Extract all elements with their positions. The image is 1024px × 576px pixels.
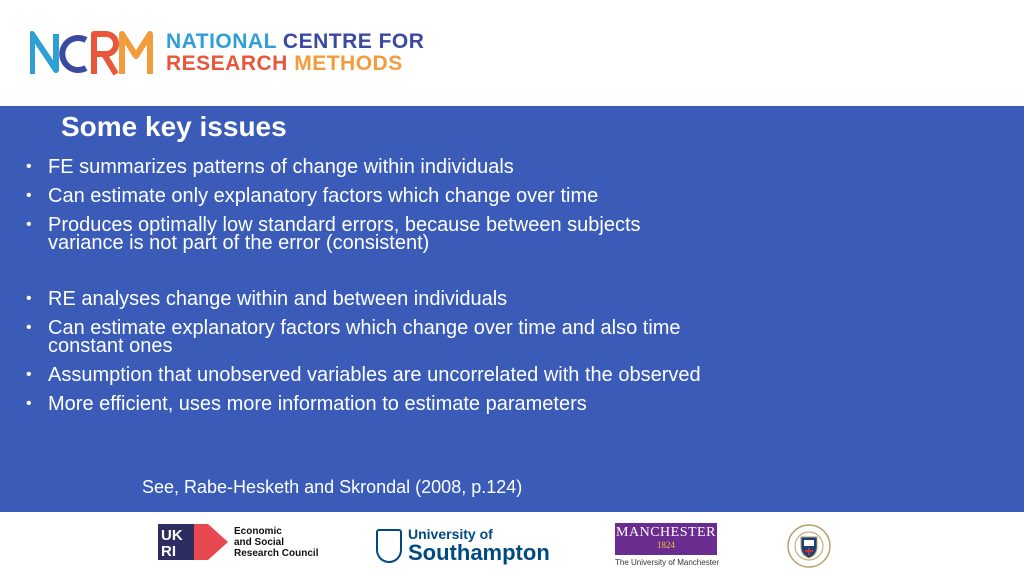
ncrm-logo-mark <box>30 30 156 76</box>
logo-word-research: RESEARCH <box>166 52 288 75</box>
bullet-dot-icon: • <box>26 395 32 412</box>
bullet-dot-icon: • <box>26 290 32 307</box>
ukri-mark-icon <box>158 522 228 562</box>
southampton-crest-icon <box>376 529 402 563</box>
ncrm-logo-words <box>166 31 424 75</box>
esrc-text: Economic and Social Research Council <box>234 525 319 559</box>
bullet-item: • RE analyses change within and between individuals <box>26 288 508 310</box>
svg-text:RI: RI <box>161 543 176 560</box>
edinburgh-seal-icon <box>786 523 832 569</box>
logo-word-centre-for: CENTRE FOR <box>282 30 425 53</box>
slide-body <box>0 106 1024 512</box>
bullet-dot-icon: • <box>26 216 32 233</box>
bullet-item: • FE summarizes patterns of change within individuals <box>26 156 514 178</box>
bullet-item: • Can estimate explanatory factors which change over time and also time constant ones <box>26 317 681 357</box>
bullet-dot-icon: • <box>26 187 32 204</box>
bullet-item: • More efficient, uses more information to estimate parameters <box>26 393 587 415</box>
manchester-badge: MANCHESTER 1824 <box>615 523 717 555</box>
bullet-item: • Assumption that unobserved variables are uncorrelated with the observed <box>26 364 701 386</box>
slide-title: Some key issues <box>61 111 287 142</box>
logo-word-methods: METHODS <box>294 52 403 75</box>
logo-word-national: NATIONAL <box>166 30 277 53</box>
manchester-subtitle: The University of Manchester <box>615 558 720 567</box>
southampton-text: University of Southampton <box>408 526 550 565</box>
ukri-esrc-logo <box>158 522 318 562</box>
bullet-dot-icon: • <box>26 366 32 383</box>
reference-note: See, Rabe-Hesketh and Skrondal (2008, p.124) <box>142 477 523 497</box>
bullet-dot-icon: • <box>26 158 32 175</box>
ncrm-logo <box>30 30 424 76</box>
bullet-item: • Produces optimally low standard errors, because between subjects variance is not part of the error (consistent) <box>26 214 641 254</box>
header <box>0 0 1024 106</box>
manchester-logo <box>615 523 720 569</box>
southampton-logo <box>376 527 550 564</box>
bullet-dot-icon: • <box>26 319 32 336</box>
bullet-item: • Can estimate only explanatory factors which change over time <box>26 185 599 207</box>
svg-text:UK: UK <box>161 527 183 544</box>
bullet-list <box>26 158 706 424</box>
